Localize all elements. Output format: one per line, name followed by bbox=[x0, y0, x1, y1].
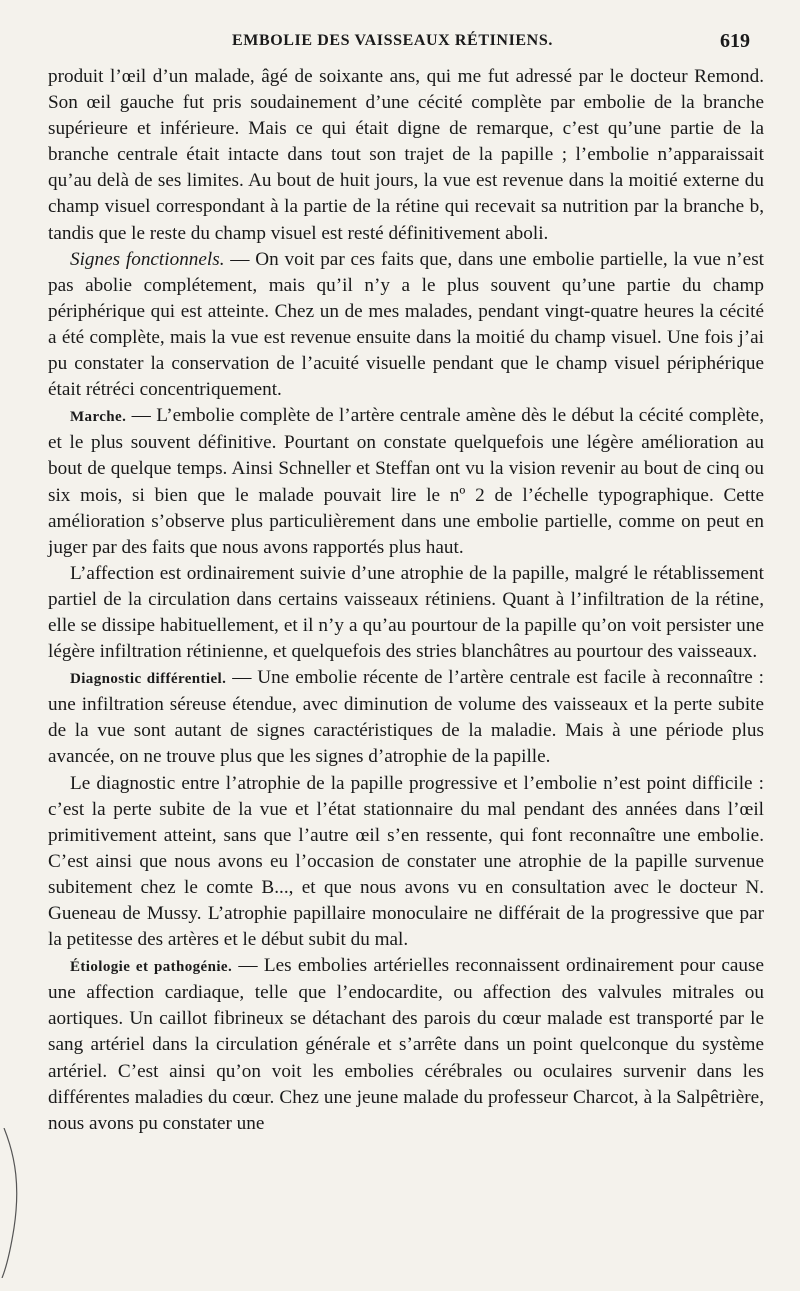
section-heading-diagnostic: Diagnostic différentiel. bbox=[70, 671, 227, 688]
paragraph-diagnostic bbox=[48, 665, 764, 770]
section-heading-etiologie: Étiologie et pathogénie. bbox=[70, 959, 233, 976]
paragraph-body: — L’embolie complète de l’artère centrale amène dès le début la cécité complète, et le plus souvent définitive. Pourtant on constate quelquefois une légère amélioration au bout de quelque temps. Ainsi Schneller et Steffan ont vu la vision revenir au bout de cinq ou six mois, si bien que le malade pouvait lire le nº 2 de l’échelle typographique. Cette amélioration s’observe plus particulièrement dans une embolie partielle, comme on peut en juger par des faits que nous avons rapportés plus haut. bbox=[48, 405, 764, 558]
paragraph-body: — Une embolie récente de l’artère centrale est facile à reconnaître : une infiltration séreuse étendue, avec diminution de volume des vaisseaux et la perte subite de la vue sont autant de signes caractéristiques de la maladie. Mais à une période plus avancée, on ne trouve plus que les signes d’atrophie de la papille. bbox=[48, 667, 764, 768]
page-number: 619 bbox=[720, 30, 750, 52]
paragraph-marche bbox=[48, 403, 764, 561]
section-heading-signes: Signes fonctionnels. bbox=[70, 248, 225, 270]
margin-pencil-mark bbox=[0, 1128, 24, 1278]
body-text bbox=[48, 64, 764, 1137]
paragraph-affection: L’affection est ordinairement suivie d’une atrophie de la papille, malgré le rétablissement partiel de la circulation dans certains vaisseaux rétiniens. Quant à l’infiltration de la rétine, elle se dissipe habituellement, et il n’y a qu’au pourtour de la papille qu’on voit persister une légère infiltration rétinienne, et quelquefois des stries blanchâtres au pourtour des vaisseaux. bbox=[48, 562, 764, 663]
section-heading-marche: Marche. bbox=[70, 409, 127, 426]
paragraph-etiologie bbox=[48, 953, 764, 1137]
paragraph-signes-fonctionnels bbox=[48, 247, 764, 404]
paragraph-diagnostic-entre: Le diagnostic entre l’atrophie de la papille progressive et l’embolie n’est point difficile : c’est la perte subite de la vue et l’état stationnaire du mal pendant des années dans l’œil primitivement atteint, sans que l’autre œil s’en ressente, qui font reconnaître une embolie. C’est ainsi que nous avons eu l’occasion de constater une atrophie de la papille survenue subitement chez le comte B..., et que nous avons vu en consultation avec le docteur N. Gueneau de Mussy. L’atrophie papillaire monoculaire ne différait de la progressive que par la petitesse des artères et le début subit du mal. bbox=[48, 772, 764, 951]
page-header bbox=[46, 30, 760, 56]
paragraph-1: produit l’œil d’un malade, âgé de soixante ans, qui me fut adressé par le docteur Remond. Son œil gauche fut pris soudainement d’une cécité complète par embolie de la branche supérieure et inférieure. Mais ce qui était digne de remarque, c’est qu’une partie de la branche centrale était intacte dans tout son trajet de la papille ; l’embolie n’apparaissait qu’au delà de ses limites. Au bout de huit jours, la vue est revenue dans la moitié externe du champ visuel correspondant à la partie de la rétine qui recevait sa nutrition par la branche b, tandis que le reste du champ visuel est resté définitivement aboli. bbox=[48, 66, 764, 244]
paragraph-body: — Les embolies artérielles reconnaissent ordinairement pour cause une affection cardiaque, telle que l’endocardite, ou affection des valvules mitrales ou aortiques. Un caillot fibrineux se détachant des parois du cœur malade est transporté par le sang artériel dans la circulation générale et s’arrête dans un point quelconque du système artériel. C’est ainsi qu’on voit les embolies cérébrales ou oculaires survenir dans les différentes maladies du cœur. Chez une jeune malade du professeur Charcot, à la Salpêtrière, nous avons pu constater une bbox=[48, 955, 764, 1134]
running-head: EMBOLIE DES VAISSEAUX RÉTINIENS. bbox=[232, 32, 553, 49]
paragraph-body: — On voit par ces faits que, dans une embolie partielle, la vue n’est pas abolie complétement, mais qu’il n’y a le plus souvent qu’une partie du champ périphérique qui est atteinte. Chez un de mes malades, pendant vingt-quatre heures la cécité a été complète, mais la vue est revenue ensuite dans la moitié du champ visuel. Une fois j’ai pu constater la conservation de l’acuité visuelle pendant que le champ visuel périphérique était rétréci concentriquement. bbox=[48, 248, 764, 401]
